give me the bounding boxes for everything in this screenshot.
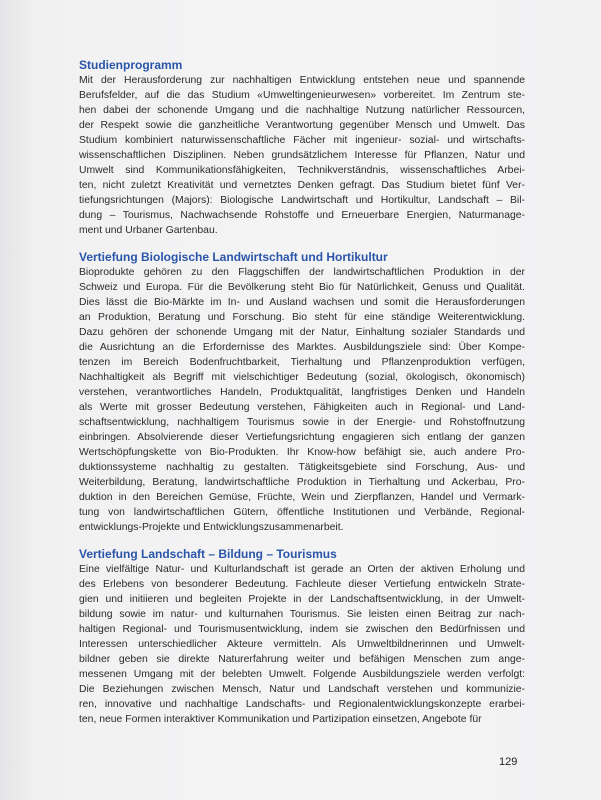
paragraph-line: schaftsentwicklung, nachhaltigem Tourismus sowie in der Energie- und Rohstoffnutzung — [79, 417, 525, 428]
section-paragraph — [79, 73, 525, 238]
section-paragraph — [79, 562, 525, 727]
paragraph-line: Umwelt sind Kommunikationsfähigkeiten, Technikverständnis, wissenschaftliches Arbei- — [79, 165, 525, 176]
paragraph-line: ten, nicht zuletzt Kreativität und vernetztes Denken gefragt. Das Studium bietet fünf Ver- — [79, 180, 525, 191]
paragraph-line: Wertschöpfungskette von Bio-Produkten. Ihr Know-how befähigt sie, auch andere Pro- — [79, 447, 525, 458]
paragraph-line: hen dabei der schonende Umgang und die nachhaltige Nutzung natürlicher Ressourcen, — [79, 105, 525, 116]
section-0 — [79, 57, 525, 238]
section-heading: Vertiefung Landschaft – Bildung – Tourismus — [79, 547, 337, 561]
paragraph-line: dung – Tourismus, Nachwachsende Rohstoffe und Erneuerbare Energien, Naturmanage- — [79, 210, 525, 221]
paragraph-line: verstehen, verantwortliches Handeln, Produktqualität, langfristiges Denken und Handeln — [79, 387, 525, 398]
paragraph-line: Eine vielfältige Natur- und Kulturlandschaft ist gerade an Orten der aktiven Erholung und — [79, 564, 525, 575]
paragraph-line: gien und initiieren und begleiten Projekte in der Landschaftsentwicklung, in der Umwelt- — [79, 594, 525, 605]
section-heading: Vertiefung Biologische Landwirtschaft und Hortikultur — [79, 250, 388, 264]
section-paragraph — [79, 265, 525, 535]
paragraph-line: duktionssysteme nachhaltig zu gestalten. Tätigkeitsgebiete sind Forschung, Aus- und — [79, 462, 525, 473]
paragraph-line: messenen Umgang mit der belebten Umwelt. Folgende Ausbildungsziele werden verfolgt: — [79, 669, 525, 680]
paragraph-line: Dazu gehören der schonende Umgang mit der Natur, Einhaltung sozialer Standards und — [79, 327, 525, 338]
page-number: 129 — [499, 756, 518, 768]
paragraph-line: ren, innovative und nachhaltige Landschafts- und Regionalentwicklungskonzepte erarbei- — [79, 699, 525, 710]
paragraph-line: tiefungsrichtungen (Majors): Biologische Landwirtschaft und Hortikultur, Landschaft – Bil- — [79, 195, 525, 206]
section-heading: Studienprogramm — [79, 58, 183, 72]
paragraph-line: die Ausrichtung an die Erfordernisse des Marktes. Ausbildungsziele sind: Über Kompe- — [79, 342, 525, 353]
paragraph-line: Mit der Herausforderung zur nachhaltigen Entwicklung entstehen neue und spannende — [79, 75, 525, 86]
paragraph-line: bildner geben sie direkte Naturerfahrung weiter und befähigen Menschen zum ange- — [79, 654, 525, 665]
paragraph-line: Weiterbildung, Beratung, landwirtschaftliche Produktion in Tierhaltung und Ackerbau, Pro- — [79, 477, 525, 488]
paragraph-line: Berufsfelder, auf die das Studium «Umweltingenieurwesen» vorbereitet. Im Zentrum ste- — [79, 90, 525, 101]
paragraph-line: haltigen Regional- und Tourismusentwicklung, indem sie zwischen den Bedürfnissen und — [79, 624, 525, 635]
paragraph-line: ment und Urbaner Gartenbau. — [79, 225, 218, 236]
paragraph-line: tenzen im Bereich Bodenfruchtbarkeit, Tierhaltung und Pflanzenproduktion verfügen, — [79, 357, 525, 368]
paragraph-line: Bioprodukte gehören zu den Flaggschiffen der landwirtschaftlichen Produktion in der — [79, 267, 525, 278]
paragraph-line: wissenschaftlichen Disziplinen. Neben grundsätzlichem Interesse für Pflanzen, Natur und — [79, 150, 525, 161]
paragraph-line: des Erlebens von besonderer Bedeutung. Fachleute dieser Vertiefung entwickeln Strate- — [79, 579, 525, 590]
paragraph-line: Interessen unterschiedlicher Akteure vermitteln. Als Umweltbildnerinnen und Umwelt- — [79, 639, 525, 650]
paragraph-line: Nachhaltigkeit als Begriff mit vielschichtiger Bedeutung (sozial, ökologisch, ökonomisch) — [79, 372, 525, 383]
paragraph-line: der Respekt sowie die ganzheitliche Verantwortung gegenüber Mensch und Umwelt. Das — [79, 120, 525, 131]
paragraph-line: tung von landwirtschaftlichen Gütern, öffentliche Institutionen und Verbände, Regional- — [79, 507, 525, 518]
paragraph-line: Die Beziehungen zwischen Mensch, Natur und Landschaft verstehen und kommunizie- — [79, 684, 525, 695]
section-1 — [79, 249, 525, 535]
paragraph-line: an Produktion, Beratung und Forschung. Bio steht für eine ständige Weiterentwicklung. — [79, 312, 525, 323]
paragraph-line: bildung sowie im natur- und kulturnahen Tourismus. Sie leisten einen Beitrag zur nach- — [79, 609, 525, 620]
paragraph-line: entwicklungs-Projekte und Entwicklungszusammenarbeit. — [79, 522, 344, 533]
section-2 — [79, 546, 525, 727]
paragraph-line: Dies lässt die Bio-Märkte im In- und Ausland wachsen und somit die Herausforderungen — [79, 297, 525, 308]
paragraph-line: einbringen. Absolvierende dieser Vertiefungsrichtung engagieren sich entlang der ganzen — [79, 432, 525, 443]
page-content — [79, 57, 525, 738]
paragraph-line: als Werte mit grosser Bedeutung verstehen, Fähigkeiten auch in Regional- und Land- — [79, 402, 525, 413]
paragraph-line: Schweiz und Europa. Für die Bevölkerung steht Bio für Natürlichkeit, Genuss und Qualität. — [79, 282, 525, 293]
paragraph-line: Studium kombiniert naturwissenschaftliche Fächer mit ingenieur- sozial- und wirtschafts- — [79, 135, 525, 146]
paragraph-line: ten, neue Formen interaktiver Kommunikation und Partizipation einsetzen, Angebote für — [79, 714, 482, 725]
paragraph-line: duktion in den Bereichen Gemüse, Früchte, Wein und Zierpflanzen, Handel und Vermark- — [79, 492, 525, 503]
